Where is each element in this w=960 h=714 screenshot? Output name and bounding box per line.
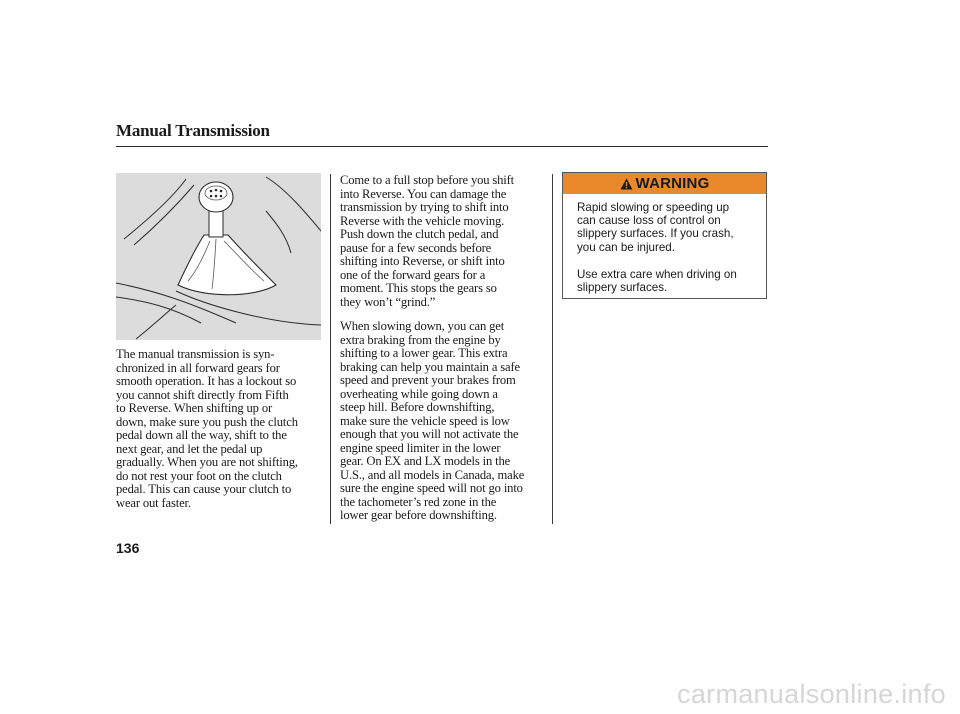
warning-text-care: Use extra care when driving on slippery surfaces.	[577, 268, 737, 295]
warning-triangle-icon	[620, 178, 633, 190]
warning-box	[562, 172, 767, 299]
section-title: Manual Transmission	[116, 121, 270, 140]
title-rule	[116, 146, 768, 147]
body-paragraph-reverse: Come to a full stop before you shift into Reverse. You can damage the transmission by trying to shift into Reverse with the vehicle moving. Push down the clutch pedal, and pause for a few seconds before shifting into Reverse, or shift into one of the forward gears for a moment. This stops the gears so they won’t “grind.”	[340, 173, 515, 309]
page-number: 136	[116, 540, 140, 556]
watermark: carmanualsonline.info	[677, 679, 946, 709]
body-paragraph-synchronized: The manual transmission is syn- chronized in all forward gears for smooth operation. It has a lockout so you cannot shift directly from Fifth to Reverse. When shifting up or down, make sure you push the clutch pedal down all the way, shift to the next gear, and let the pedal up gradually. When you are not shifting, do not rest your foot on the clutch pedal. This can cause your clutch to wear out faster.	[116, 347, 298, 510]
column-divider	[552, 174, 553, 524]
shift-lever-drawing	[116, 173, 321, 340]
warning-text-crash: Rapid slowing or speeding up can cause loss of control on slippery surfaces. If you crash, you can be injured.	[577, 201, 734, 254]
shift-lever-illustration	[116, 173, 321, 340]
column-divider	[330, 174, 331, 524]
warning-label: WARNING	[635, 175, 710, 192]
body-paragraph-downshifting: When slowing down, you can get extra braking from the engine by shifting to a lower gear. This extra braking can help you maintain a safe speed and prevent your brakes from overheating while going down a steep hill. Before downshifting, make sure the vehicle speed is low enough that you will not activate the engine speed limiter in the lower gear. On EX and LX models in the U.S., and all models in Canada, make sure the engine speed will not go into the tachometer’s red zone in the lower gear before downshifting.	[340, 319, 525, 522]
warning-header	[563, 173, 766, 194]
